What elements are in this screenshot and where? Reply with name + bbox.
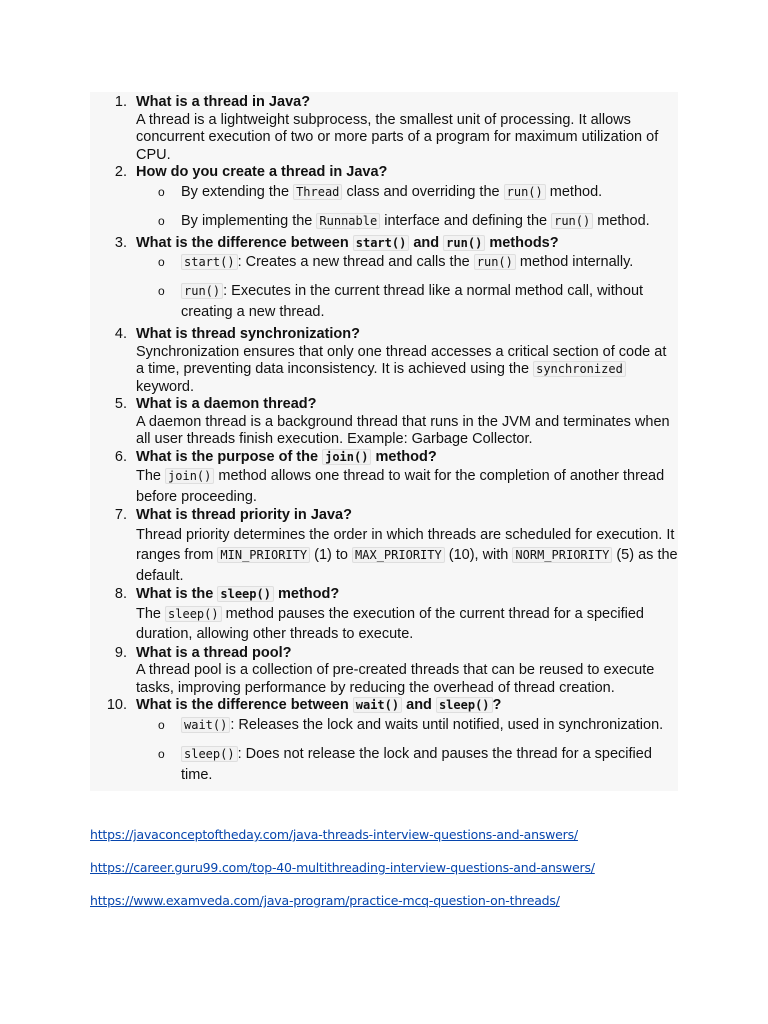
question-title: What is a thread pool? xyxy=(136,644,292,661)
hollow-circle-bullet-icon: o xyxy=(158,184,165,199)
title-text: method? xyxy=(371,448,437,465)
question-item xyxy=(90,507,678,586)
inline-code: NORM_PRIORITY xyxy=(512,547,612,563)
question-item xyxy=(90,645,678,698)
answer-text: method pauses the execution of the current thread for a specified duration, allowing other threads to execute. xyxy=(136,605,644,642)
question-number: 7. xyxy=(114,507,127,523)
question-item xyxy=(90,449,678,508)
answer-text: keyword. xyxy=(136,378,195,395)
question-item xyxy=(90,94,678,164)
question-title xyxy=(136,697,678,715)
question-title xyxy=(136,449,678,467)
bullet-text: By extending the xyxy=(181,183,294,200)
question-number: 8. xyxy=(114,586,127,602)
question-title: What is thread priority in Java? xyxy=(136,507,352,523)
inline-code: synchronized xyxy=(533,361,626,377)
inline-code: sleep() xyxy=(181,746,238,762)
bullet-text: By implementing the xyxy=(181,212,317,229)
inline-code: MAX_PRIORITY xyxy=(352,547,445,563)
question-item xyxy=(90,697,678,786)
question-number: 3. xyxy=(114,234,127,251)
bullet-text: : Creates a new thread and calls the xyxy=(237,254,474,270)
question-number: 6. xyxy=(114,448,127,465)
bullet-text: : Does not release the lock and pauses the thread for a specified time. xyxy=(181,745,652,783)
inline-code: MIN_PRIORITY xyxy=(217,547,310,563)
bullet-item xyxy=(136,715,678,736)
title-text: and xyxy=(402,697,436,713)
inline-code: run() xyxy=(551,213,593,229)
question-title xyxy=(136,235,678,253)
inline-code: Thread xyxy=(293,184,342,200)
inline-code: run() xyxy=(181,283,223,299)
question-item xyxy=(90,586,678,645)
answer-text: (1) to xyxy=(310,547,353,563)
bullet-item xyxy=(136,281,678,323)
reference-link[interactable]: https://www.examveda.com/java-program/practice-mcq-question-on-threads/ xyxy=(90,893,560,908)
reference-links xyxy=(90,826,595,925)
question-answer xyxy=(136,344,678,397)
question-title: How do you create a thread in Java? xyxy=(136,164,388,180)
hollow-circle-bullet-icon: o xyxy=(158,746,165,761)
inline-code: join() xyxy=(322,449,371,465)
inline-code: wait() xyxy=(353,697,402,713)
answer-text: Synchronization ensures that only one thread accesses a critical section of code at a time, preventing data inconsistency. It is achieved using the xyxy=(136,343,667,377)
answer-text: The xyxy=(136,605,166,622)
inline-code: run() xyxy=(474,254,516,270)
question-number: 5. xyxy=(114,396,127,412)
question-item xyxy=(90,235,678,324)
reference-link[interactable]: https://javaconceptoftheday.com/java-threads-interview-questions-and-answers/ xyxy=(90,827,578,842)
title-text: What is the purpose of the xyxy=(136,448,323,465)
answer-bullets xyxy=(136,715,678,786)
answer-text: method allows one thread to wait for the completion of another thread before proceeding. xyxy=(136,468,665,505)
inline-code: join() xyxy=(165,468,214,484)
title-text: What is the difference between xyxy=(136,234,353,251)
reference-link[interactable]: https://career.guru99.com/top-40-multithreading-interview-questions-and-answers/ xyxy=(90,860,595,875)
question-answer xyxy=(136,466,678,507)
inline-code: sleep() xyxy=(436,697,493,713)
inline-code: start() xyxy=(181,254,238,270)
question-item xyxy=(90,164,678,232)
question-title xyxy=(136,586,678,604)
answer-bullets xyxy=(136,252,678,323)
inline-code: start() xyxy=(353,235,410,251)
inline-code: wait() xyxy=(181,717,230,733)
answer-text: (5) as the default. xyxy=(136,547,678,584)
question-answer: A daemon thread is a background thread that runs in the JVM and terminates when all user threads finish execution. Example: Garbage Collector. xyxy=(136,413,670,447)
bullet-item xyxy=(136,182,678,203)
title-text: ? xyxy=(492,697,502,713)
question-answer xyxy=(136,604,678,645)
bullet-text: method internally. xyxy=(515,254,634,270)
bullet-item xyxy=(136,211,678,232)
question-number: 2. xyxy=(114,164,127,180)
title-text: and xyxy=(409,234,444,251)
bullet-text: : Releases the lock and waits until notified, used in synchronization. xyxy=(230,716,664,733)
question-answer xyxy=(136,525,678,587)
bullet-text: method. xyxy=(593,212,650,229)
bullet-item xyxy=(136,252,678,273)
question-number: 9. xyxy=(114,644,127,661)
hollow-circle-bullet-icon: o xyxy=(158,284,165,298)
bullet-text: interface and defining the xyxy=(380,212,552,229)
question-answer: A thread pool is a collection of pre-created threads that can be reused to execute tasks, improving performance by reducing the overhead of thread creation. xyxy=(136,662,655,696)
inline-code: sleep() xyxy=(217,586,274,602)
answer-bullets xyxy=(136,182,678,232)
inline-code: run() xyxy=(443,235,485,251)
title-text: method? xyxy=(273,586,340,602)
question-title: What is thread synchronization? xyxy=(136,326,360,342)
inline-code: run() xyxy=(504,184,546,200)
question-number: 4. xyxy=(114,326,127,342)
bullet-text: method. xyxy=(545,183,603,200)
title-text: methods? xyxy=(485,234,559,251)
hollow-circle-bullet-icon: o xyxy=(158,717,165,732)
question-number: 10. xyxy=(106,697,127,713)
question-item xyxy=(90,396,678,449)
inline-code: sleep() xyxy=(165,606,222,622)
bullet-item xyxy=(136,744,678,786)
title-text: What is the xyxy=(136,586,218,602)
hollow-circle-bullet-icon: o xyxy=(158,255,165,269)
answer-text: Thread priority determines the order in which threads are scheduled for execution. It ranges from xyxy=(136,526,675,563)
question-title: What is a daemon thread? xyxy=(136,396,317,412)
hollow-circle-bullet-icon: o xyxy=(158,213,165,228)
bullet-text: : Executes in the current thread like a normal method call, without creating a new thread. xyxy=(181,283,644,320)
answer-text: The xyxy=(136,468,166,484)
answer-text: (10), with xyxy=(444,547,513,563)
question-answer: A thread is a lightweight subprocess, the smallest unit of processing. It allows concurrent execution of two or more parts of a program for maximum utilization of CPU. xyxy=(136,111,659,163)
question-number: 1. xyxy=(114,94,127,110)
inline-code: Runnable xyxy=(316,213,380,229)
question-item xyxy=(90,326,678,396)
bullet-text: class and overriding the xyxy=(342,183,504,200)
title-text: What is the difference between xyxy=(136,697,353,713)
question-list xyxy=(90,92,678,791)
question-title: What is a thread in Java? xyxy=(136,94,311,110)
